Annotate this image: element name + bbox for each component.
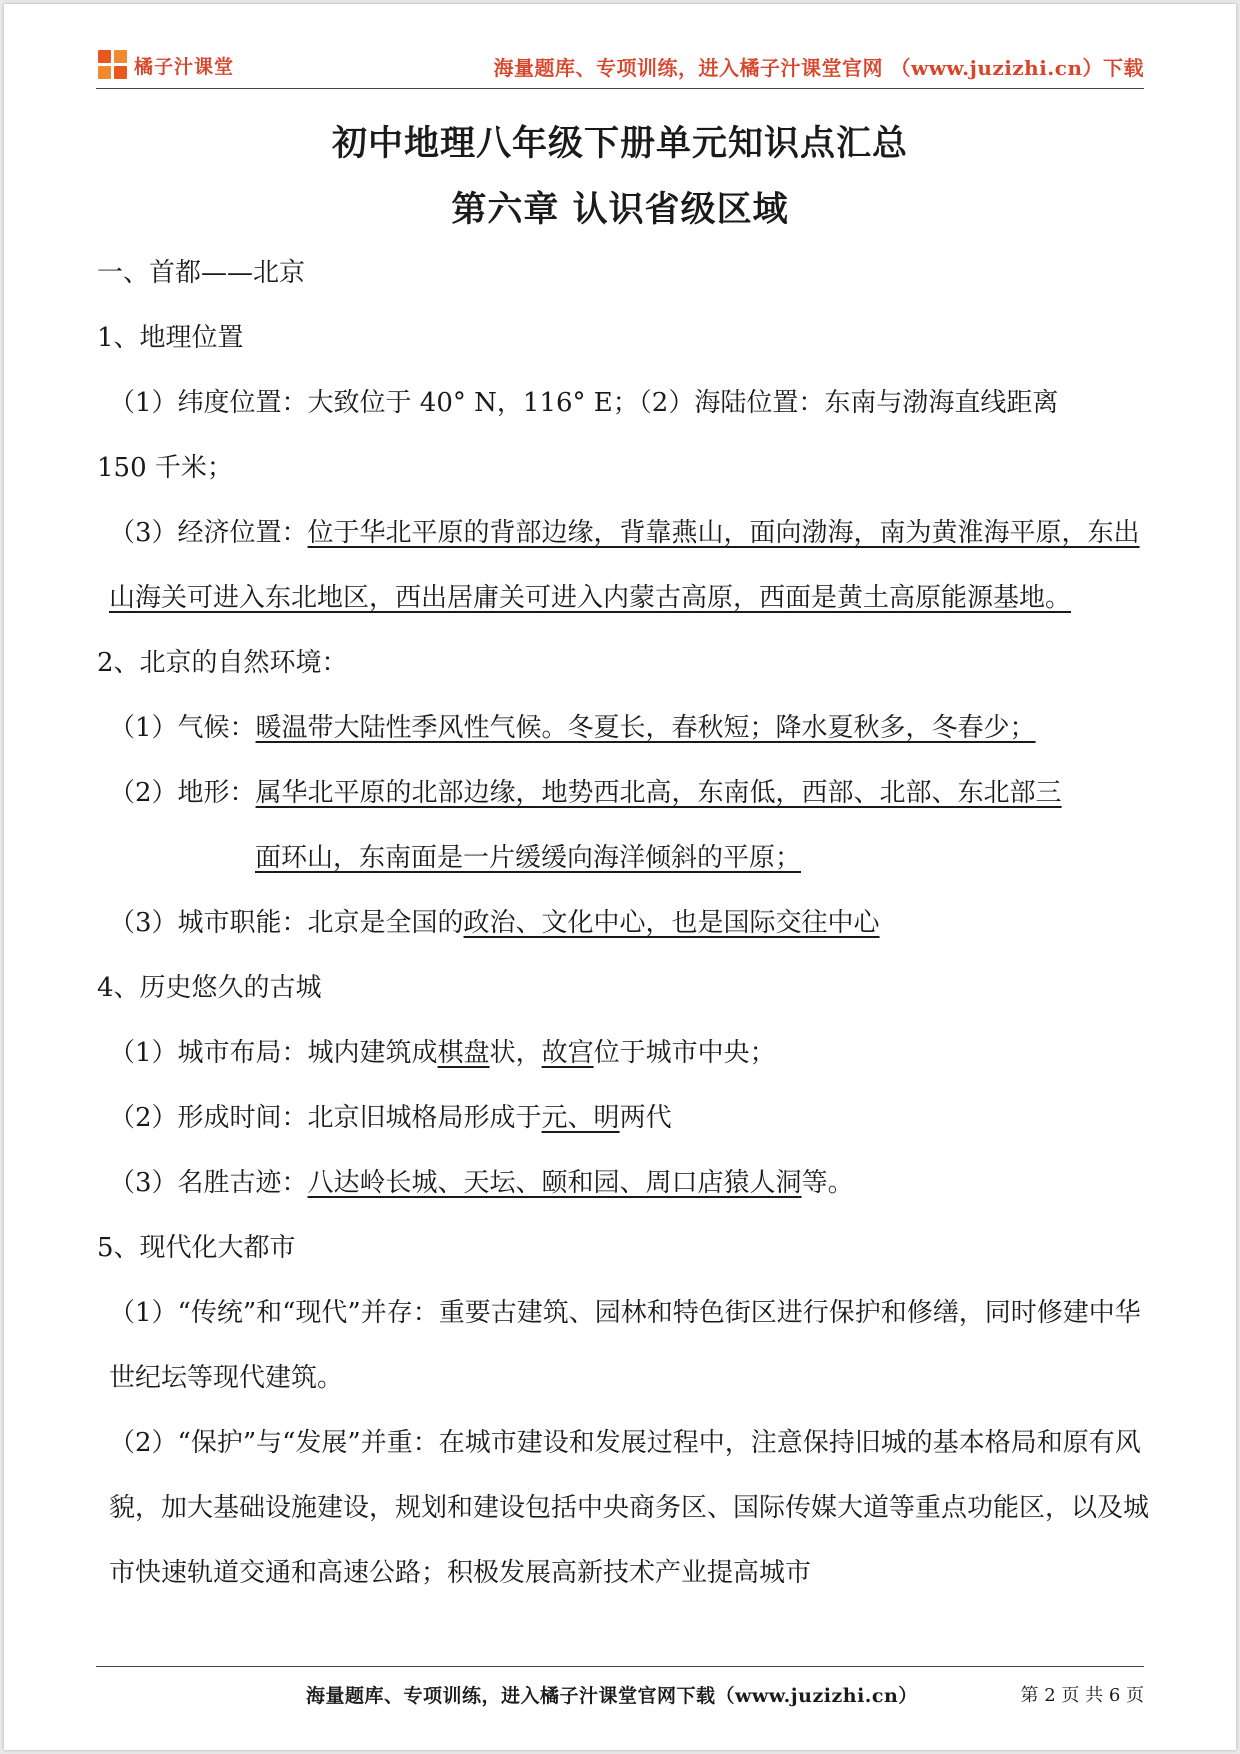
paragraph-terrain: [97, 761, 1149, 826]
text: 等。: [801, 1168, 854, 1198]
paragraph-terrain-cont: [97, 826, 1149, 891]
underlined-answer: 棋盘: [437, 1038, 490, 1068]
logo-icon: [98, 50, 128, 80]
document-body: [97, 241, 1149, 1606]
text: （2）形成时间：北京旧城格局形成于: [109, 1103, 542, 1133]
paragraph-landmarks: [97, 1151, 1149, 1216]
text: （1）城市布局：城内建筑成: [109, 1038, 438, 1068]
label: （3）城市职能：北京是全国的: [109, 908, 464, 938]
header-tagline: 海量题库、专项训练，进入橘子汁课堂官网 （www.juzizhi.cn）下载: [493, 56, 1144, 80]
page-header: [96, 44, 1144, 89]
underlined-answer: 位于华北平原的背部边缘，背靠燕山，面向渤海，南为黄淮海平原，东出山海关可进入东北地区，西出居庸关可进入内蒙古高原，西面是黄土高原能源基地。: [109, 518, 1140, 613]
paragraph-economic-location: [97, 501, 1149, 631]
subsection-heading: 4、历史悠久的古城: [97, 973, 322, 1003]
underlined-answer: 暖温带大陆性季风性气候。冬夏长，春秋短；降水夏秋多，冬春少；: [255, 713, 1036, 743]
section-heading: 一、首都——北京: [97, 258, 306, 288]
text: 状，: [489, 1038, 542, 1068]
page-number: 第 2 页 共 6 页: [1020, 1685, 1144, 1706]
footer-tagline: 海量题库、专项训练，进入橘子汁课堂官网下载（www.juzizhi.cn）: [306, 1685, 918, 1707]
subsection-heading: 1、地理位置: [97, 323, 244, 353]
paragraph-city-function: [97, 891, 1149, 956]
subsection-heading: 2、北京的自然环境：: [97, 648, 348, 678]
document-page: [4, 4, 1236, 1750]
document-title: 初中地理八年级下册单元知识点汇总: [331, 124, 908, 164]
paragraph-climate: [97, 696, 1149, 761]
subsection-heading: 5、现代化大都市: [97, 1233, 296, 1263]
text: （3）名胜古迹：: [109, 1168, 308, 1198]
label: （1）气候：: [109, 713, 256, 743]
underlined-answer: 故宫: [541, 1038, 594, 1068]
underlined-answer: 元、明: [541, 1103, 620, 1133]
text: 位于城市中央；: [593, 1038, 776, 1068]
paragraph-city-layout: [97, 1021, 1149, 1086]
label: （3）经济位置：: [109, 518, 308, 548]
label: （2）地形：: [109, 778, 256, 808]
text: 两代: [619, 1103, 672, 1133]
paragraph-formation-time: [97, 1086, 1149, 1151]
logo: [98, 48, 234, 82]
underlined-answer: 八达岭长城、天坛、颐和园、周口店猿人洞: [307, 1168, 802, 1198]
underlined-answer: 属华北平原的北部边缘，地势西北高，东南低，西部、北部、东北部三: [255, 778, 1062, 808]
paragraph-tradition-modern: （1）“传统”和“现代”并存：重要古建筑、园林和特色街区进行保护和修缮，同时修建中华世纪坛等现代建筑。: [109, 1298, 1141, 1393]
page-footer: [96, 1666, 1144, 1707]
chapter-title: 第六章 认识省级区域: [451, 190, 789, 230]
underlined-answer: 面环山，东南面是一片缓缓向海洋倾斜的平原；: [255, 843, 802, 873]
paragraph-location-1: （1）纬度位置：大致位于 40° N，116° E；（2）海陆位置：东南与渤海直线距离: [109, 388, 1059, 418]
paragraph-protect-develop: （2）“保护”与“发展”并重：在城市建设和发展过程中，注意保持旧城的基本格局和原有风貌，加大基础设施建设，规划和建设包括中央商务区、国际传媒大道等重点功能区，以及城市快速轨道交通和高速公路；积极发展高新技术产业提高城市: [109, 1428, 1150, 1588]
underlined-answer: 政治、文化中心，也是国际交往中心: [463, 908, 880, 938]
paragraph-location-1-cont: 150 千米；: [97, 453, 233, 483]
logo-text: 橘子汁课堂: [134, 55, 235, 78]
